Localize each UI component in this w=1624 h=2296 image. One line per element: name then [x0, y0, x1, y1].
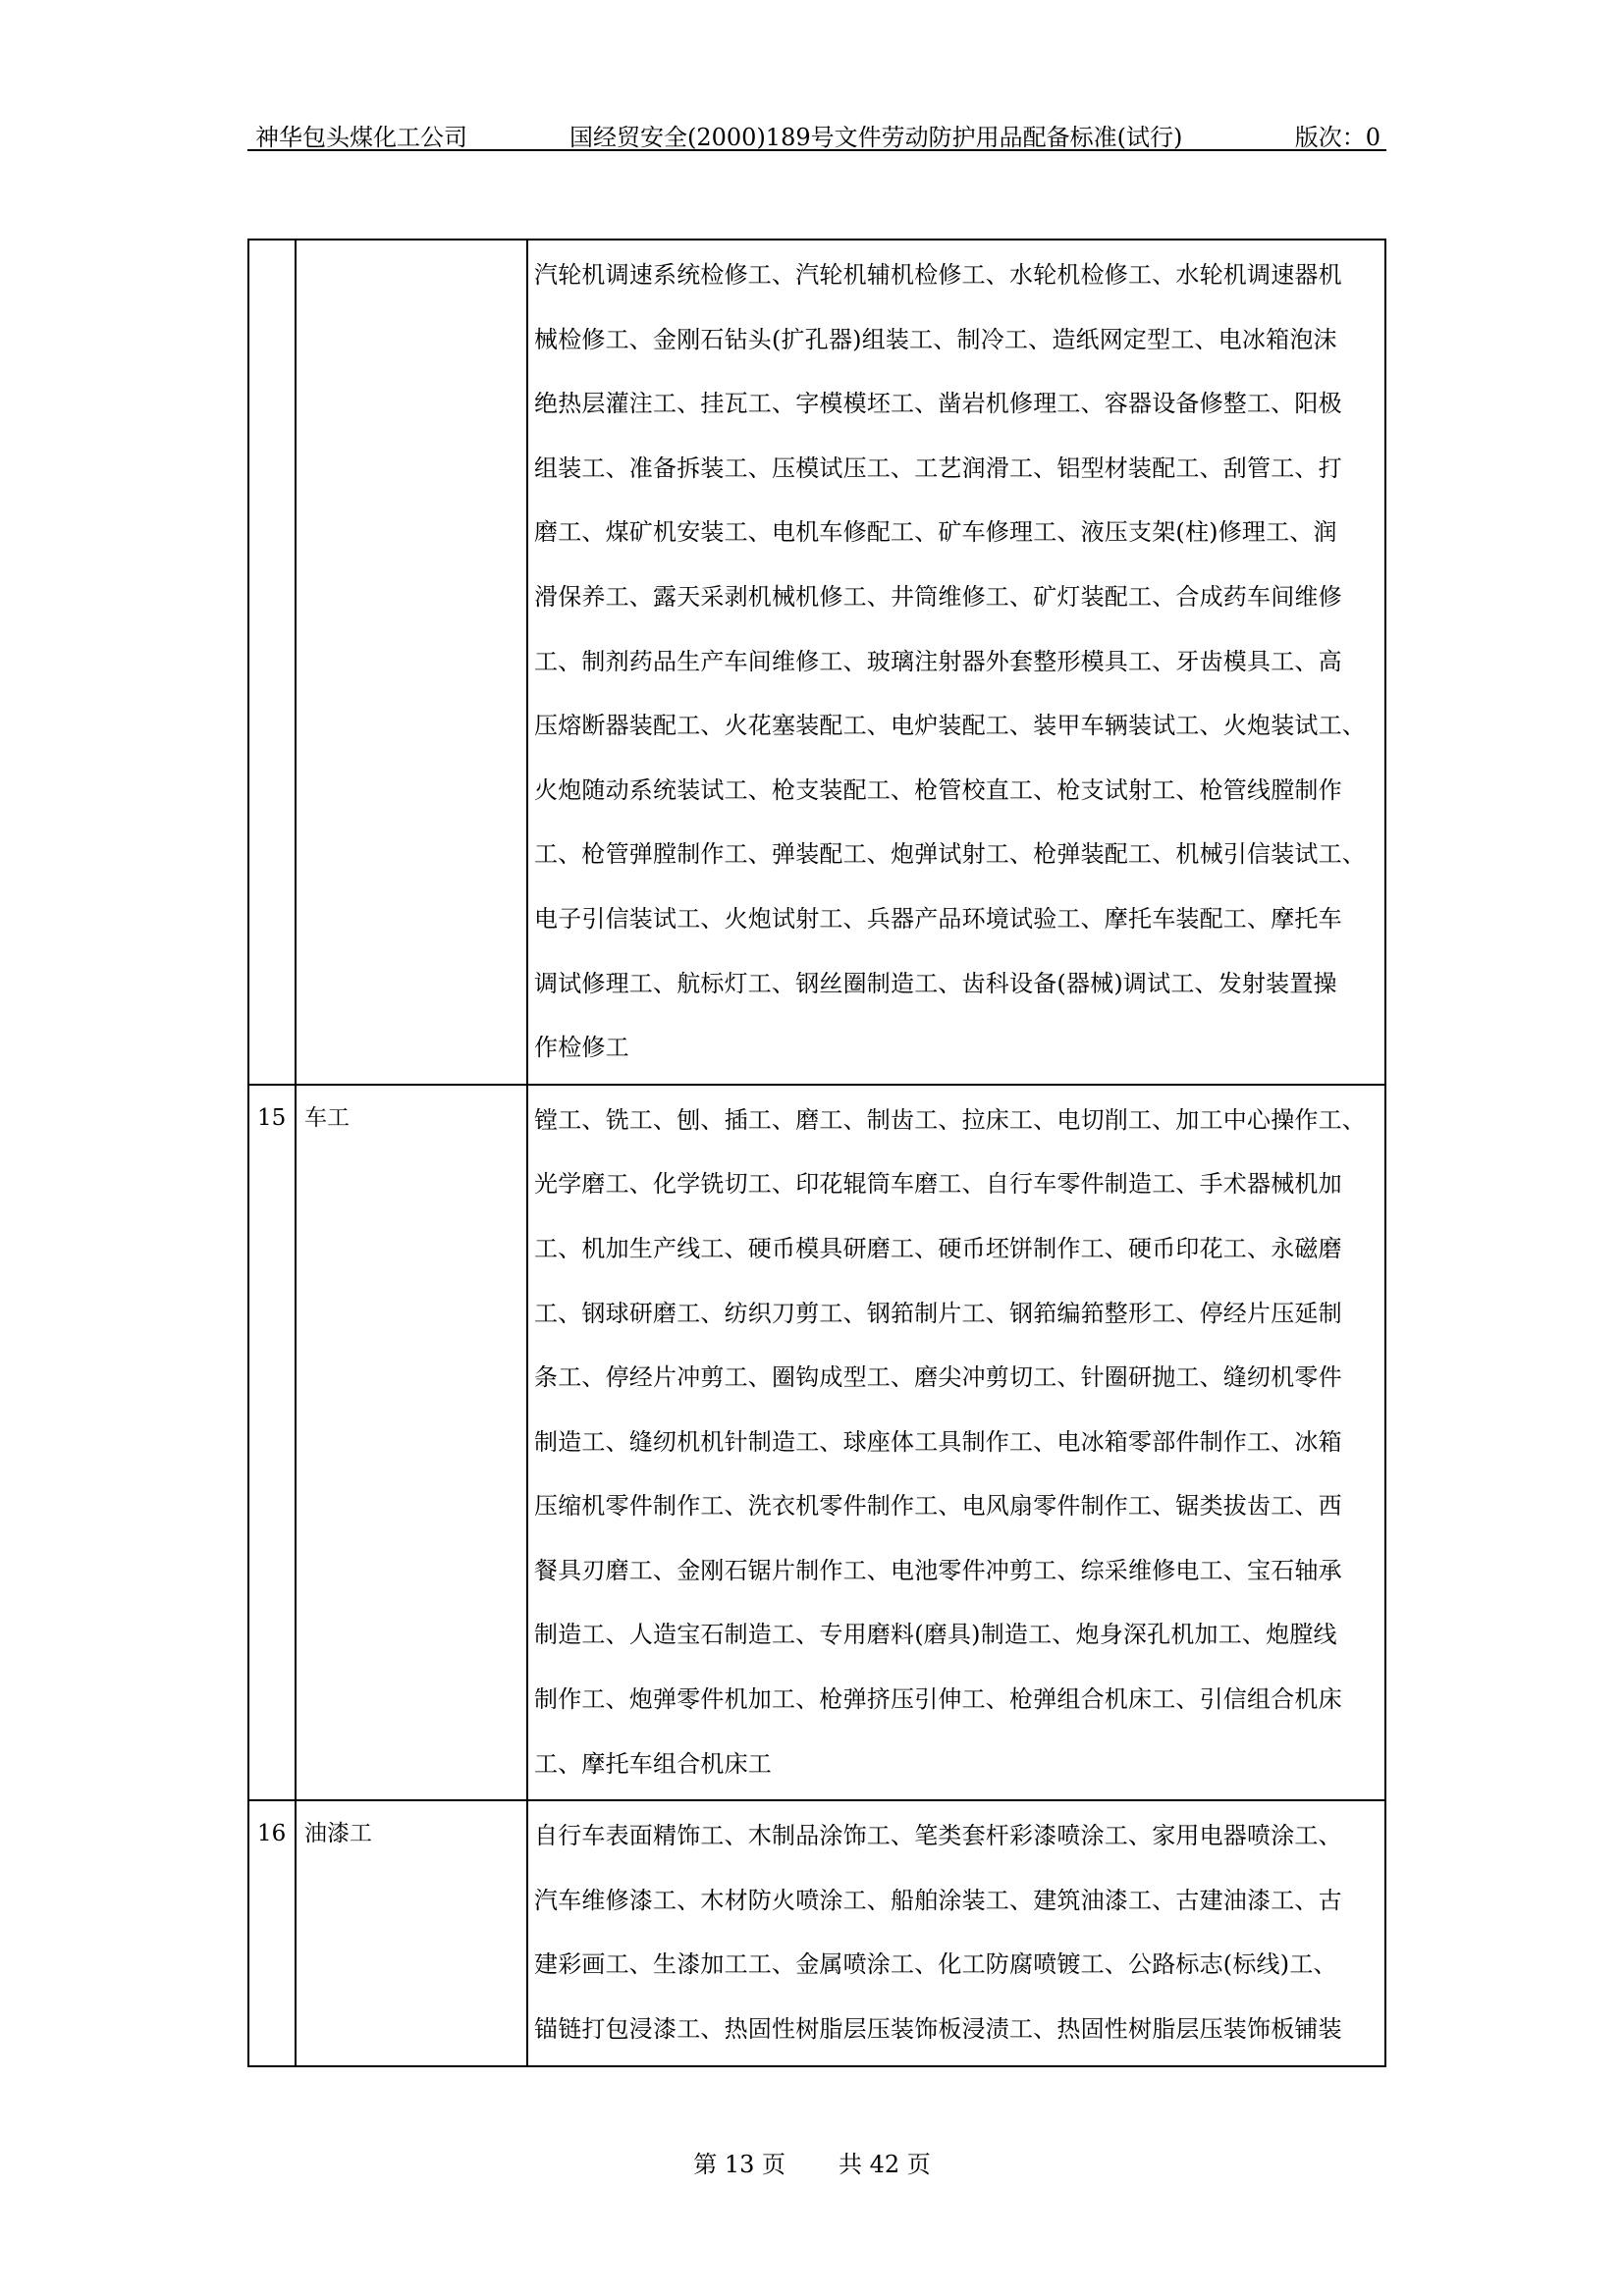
- table-row: [248, 240, 1385, 1085]
- job-name: 油漆工: [304, 1821, 372, 1847]
- row-number: 16: [257, 1821, 287, 1847]
- table-row: [248, 1800, 1385, 2065]
- job-name: 车工: [304, 1104, 350, 1131]
- page-footer: [0, 2145, 1624, 2179]
- header-version: 版次：0: [1294, 124, 1380, 151]
- job-description-cell: [527, 1800, 1385, 2065]
- page-total: 共 42 页: [839, 2151, 931, 2178]
- job-description: 汽轮机调速系统检修工、汽轮机辅机检修工、水轮机检修工、水轮机调速器机 械检修工、金刚石钻头(扩孔器)组装工、制冷工、造纸网定型工、电冰箱泡沫 绝热层灌注工、挂瓦工、字模模坯工、凿岩机修理工、容器设备修整工、阳极 组装工、准备拆装工、压模试压工、工艺润滑工、铝型材装配工、刮管工、打 磨工、煤矿机安装工、电机车修配工、矿车修理工、液压支架(柱)修理工、润 滑保养工、露天采剥机械机修工、井筒维修工、矿灯装配工、合成药车间维修 工、制剂药品生产车间维修工、玻璃注射器外套整形模具工、牙齿模具工、高 压熔断器装配工、火花塞装配工、电炉装配工、装甲车辆装试工、火炮装试工、 火炮随动系统装试工、枪支装配工、枪管校直工、枪支试射工、枪管线膛制作 工、枪管弹膛制作工、弹装配工、炮弹试射工、枪弹装配工、机械引信装试工、 电子引信装试工、火炮试射工、兵器产品环境试验工、摩托车装配工、摩托车 调试修理工、航标灯工、钢丝圈制造工、齿科设备(器械)调试工、发射装置操 作检修工: [534, 261, 1366, 1062]
- page-header: [247, 110, 1386, 151]
- job-description-cell: [527, 1085, 1385, 1801]
- row-number-cell: [248, 1085, 296, 1801]
- job-description: 镗工、铣工、刨、插工、磨工、制齿工、拉床工、电切削工、加工中心操作工、 光学磨工、化学铣切工、印花辊筒车磨工、自行车零件制造工、手术器械机加 工、机加生产线工、硬币模具研磨工、硬币坯饼制作工、硬币印花工、永磁磨 工、钢球研磨工、纺织刀剪工、钢筘制片工、钢筘编筘整形工、停经片压延制 条工、停经片冲剪工、圈钩成型工、磨尖冲剪切工、针圈研抛工、缝纫机零件 制造工、缝纫机机针制造工、球座体工具制作工、电冰箱零部件制作工、冰箱 压缩机零件制作工、洗衣机零件制作工、电风扇零件制作工、锯类拔齿工、西 餐具刃磨工、金刚石锯片制作工、电池零件冲剪工、综采维修电工、宝石轴承 制造工、人造宝石制造工、专用磨料(磨具)制造工、炮身深孔机加工、炮膛线 制作工、炮弹零件机加工、枪弹挤压引伸工、枪弹组合机床工、引信组合机床 工、摩托车组合机床工: [534, 1105, 1366, 1778]
- page-number: 第 13 页: [693, 2151, 785, 2178]
- job-name-cell: [296, 1085, 527, 1801]
- row-number-cell: [248, 240, 296, 1085]
- row-number-cell: [248, 1800, 296, 2065]
- row-number: 15: [257, 1104, 287, 1131]
- job-description: 自行车表面精饰工、木制品涂饰工、笔类套杆彩漆喷涂工、家用电器喷涂工、 汽车维修漆工、木材防火喷涂工、船舶涂装工、建筑油漆工、古建油漆工、古 建彩画工、生漆加工工、金属喷涂工、化工防腐喷镀工、公路标志(标线)工、 锚链打包浸漆工、热固性树脂层压装饰板浸渍工、热固性树脂层压装饰板铺装: [534, 1822, 1342, 2044]
- job-name-cell: [296, 240, 527, 1085]
- header-document-title: 国经贸安全(2000)189号文件劳动防护用品配备标准(试行): [569, 124, 1183, 151]
- job-description-cell: [527, 240, 1385, 1085]
- table-row: [248, 1085, 1385, 1801]
- job-name-cell: [296, 1800, 527, 2065]
- job-category-table: [247, 239, 1386, 2067]
- header-company: 神华包头煤化工公司: [255, 124, 467, 151]
